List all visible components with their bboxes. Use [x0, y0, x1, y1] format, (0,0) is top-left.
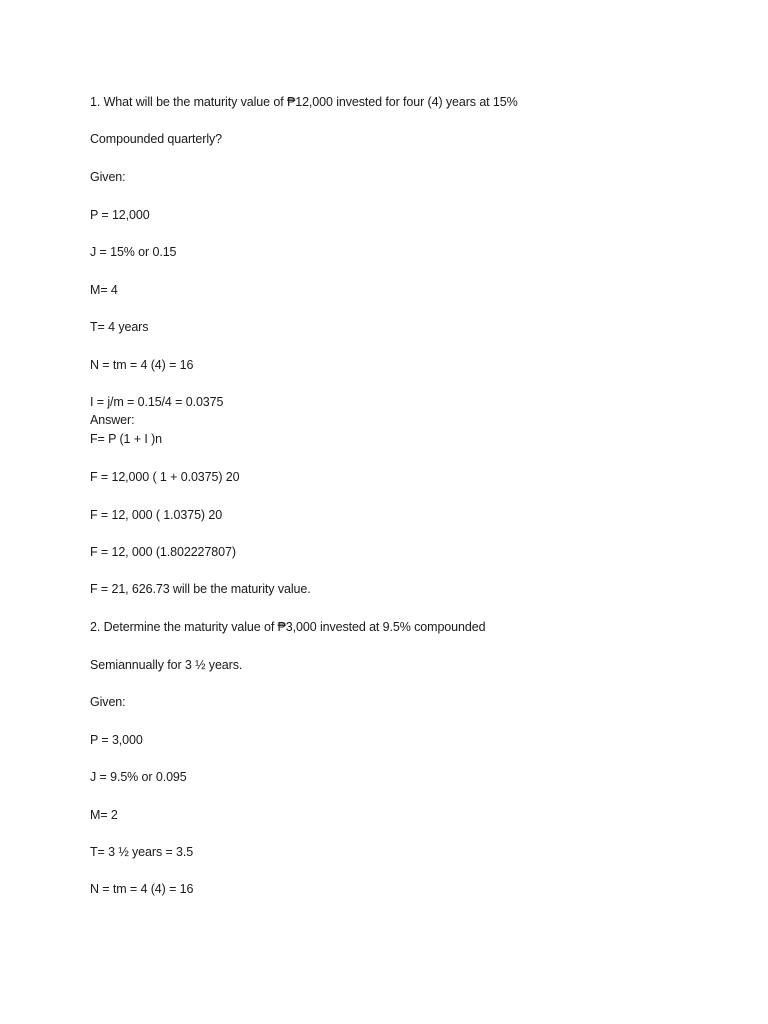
given-m-1: M= 4	[90, 283, 118, 297]
answer-heading-1: Answer:	[90, 413, 135, 427]
formula-line-4: F = 12, 000 (1.802227807)	[90, 545, 236, 559]
question-2-line-2: Semiannually for 3 ½ years.	[90, 658, 243, 672]
formula-line-3: F = 12, 000 ( 1.0375) 20	[90, 508, 223, 522]
given-j-2: J = 9.5% or 0.095	[90, 770, 187, 784]
question-2-line-1: 2. Determine the maturity value of ₱3,000 invested at 9.5% compounded	[90, 620, 486, 634]
result-line-1: F = 21, 626.73 will be the maturity value.	[90, 582, 311, 596]
given-i-1: I = j/m = 0.15/4 = 0.0375	[90, 395, 224, 409]
given-heading-2: Given:	[90, 695, 126, 709]
question-1-line-2: Compounded quarterly?	[90, 132, 223, 146]
given-t-2: T= 3 ½ years = 3.5	[90, 845, 194, 859]
given-heading-1: Given:	[90, 170, 126, 184]
question-1-line-1: 1. What will be the maturity value of ₱12,000 invested for four (4) years at 15%	[90, 95, 518, 109]
given-n-2: N = tm = 4 (4) = 16	[90, 882, 194, 896]
given-m-2: M= 2	[90, 808, 118, 822]
formula-line-2: F = 12,000 ( 1 + 0.0375) 20	[90, 470, 240, 484]
given-p-1: P = 12,000	[90, 208, 150, 222]
given-t-1: T= 4 years	[90, 320, 149, 334]
given-n-1: N = tm = 4 (4) = 16	[90, 358, 194, 372]
formula-line-1: F= P (1 + I )n	[90, 432, 163, 446]
given-j-1: J = 15% or 0.15	[90, 245, 177, 259]
given-p-2: P = 3,000	[90, 733, 143, 747]
